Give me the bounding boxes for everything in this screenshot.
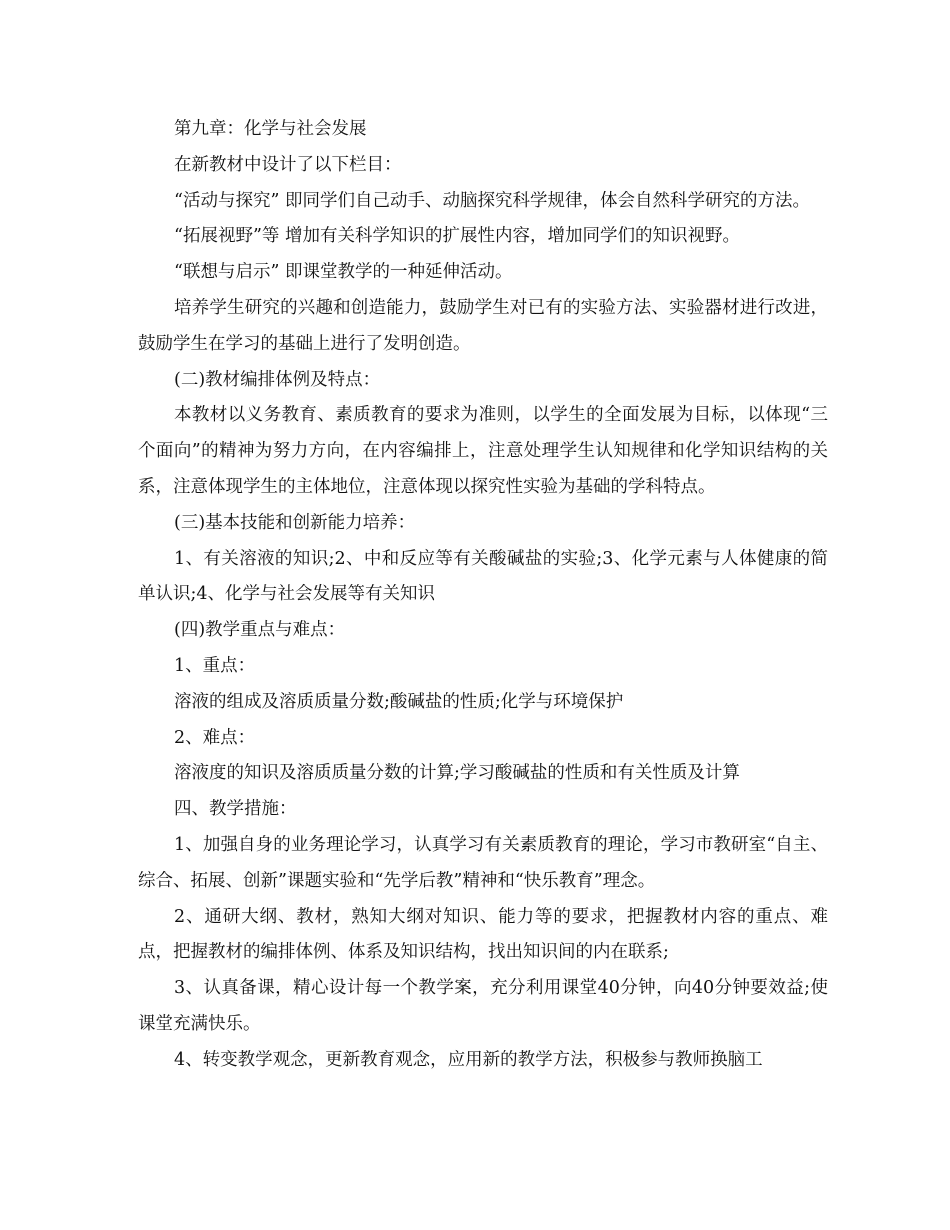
list-item: 1、加强自身的业务理论学习，认真学习有关素质教育的理论，学习市教研室“自主、综合、拓展、创新”课题实验和“先学后教”精神和“快乐教育”理念。: [138, 834, 828, 891]
paragraph: “拓展视野”等 增加有关科学知识的扩展性内容，增加同学们的知识视野。: [174, 226, 740, 247]
paragraph: 溶液度的知识及溶质质量分数的计算;学习酸碱盐的性质和有关性质及计算: [174, 763, 740, 784]
list-item: 3、认真备课，精心设计每一个教学案，充分利用课堂40分钟，向40分钟要效益;使课堂充满快乐。: [138, 978, 828, 1034]
subheading: 2、难点：: [174, 727, 256, 748]
list-item: 2、通研大纲、教材，熟知大纲对知识、能力等的要求，把握教材内容的重点、难点，把握教材的编排体例、体系及知识结构，找出知识间的内在联系;: [138, 906, 828, 963]
document-page: [138, 112, 828, 1079]
paragraph: 培养学生研究的兴趣和创造能力，鼓励学生对已有的实验方法、实验器材进行改进，鼓励学生在学习的基础上进行了发明创造。: [138, 297, 828, 354]
paragraph: 溶液的组成及溶质质量分数;酸碱盐的性质;化学与环境保护: [174, 691, 624, 712]
list-item: 4、转变教学观念，更新教育观念，应用新的教学方法，积极参与教师换脑工: [174, 1049, 763, 1070]
section-heading: 四、教学措施：: [174, 799, 297, 820]
paragraph: 本教材以义务教育、素质教育的要求为准则，以学生的全面发展为目标，以体现“三个面向”的精神为努力方向，在内容编排上，注意处理学生认知规律和化学知识结构的关系，注意体现学生的主体地位，注意体现以探究性实验为基础的学科特点。: [138, 405, 828, 497]
chapter-heading: 第九章：化学与社会发展: [174, 119, 367, 139]
paragraph: “联想与启示” 即课堂教学的一种延伸活动。: [174, 262, 513, 283]
section-heading: (二)教材编排体例及特点：: [174, 369, 381, 390]
paragraph: 在新教材中设计了以下栏目：: [174, 154, 402, 175]
paragraph: 1、有关溶液的知识;2、中和反应等有关酸碱盐的实验;3、化学元素与人体健康的简单认识;4、化学与社会发展等有关知识: [138, 548, 828, 605]
paragraph: “活动与探究” 即同学们自己动手、动脑探究科学规律，体会自然科学研究的方法。: [174, 190, 810, 211]
subheading: 1、重点：: [174, 655, 256, 676]
section-heading: (四)教学重点与难点：: [174, 620, 346, 641]
section-heading: (三)基本技能和创新能力培养：: [174, 512, 416, 533]
